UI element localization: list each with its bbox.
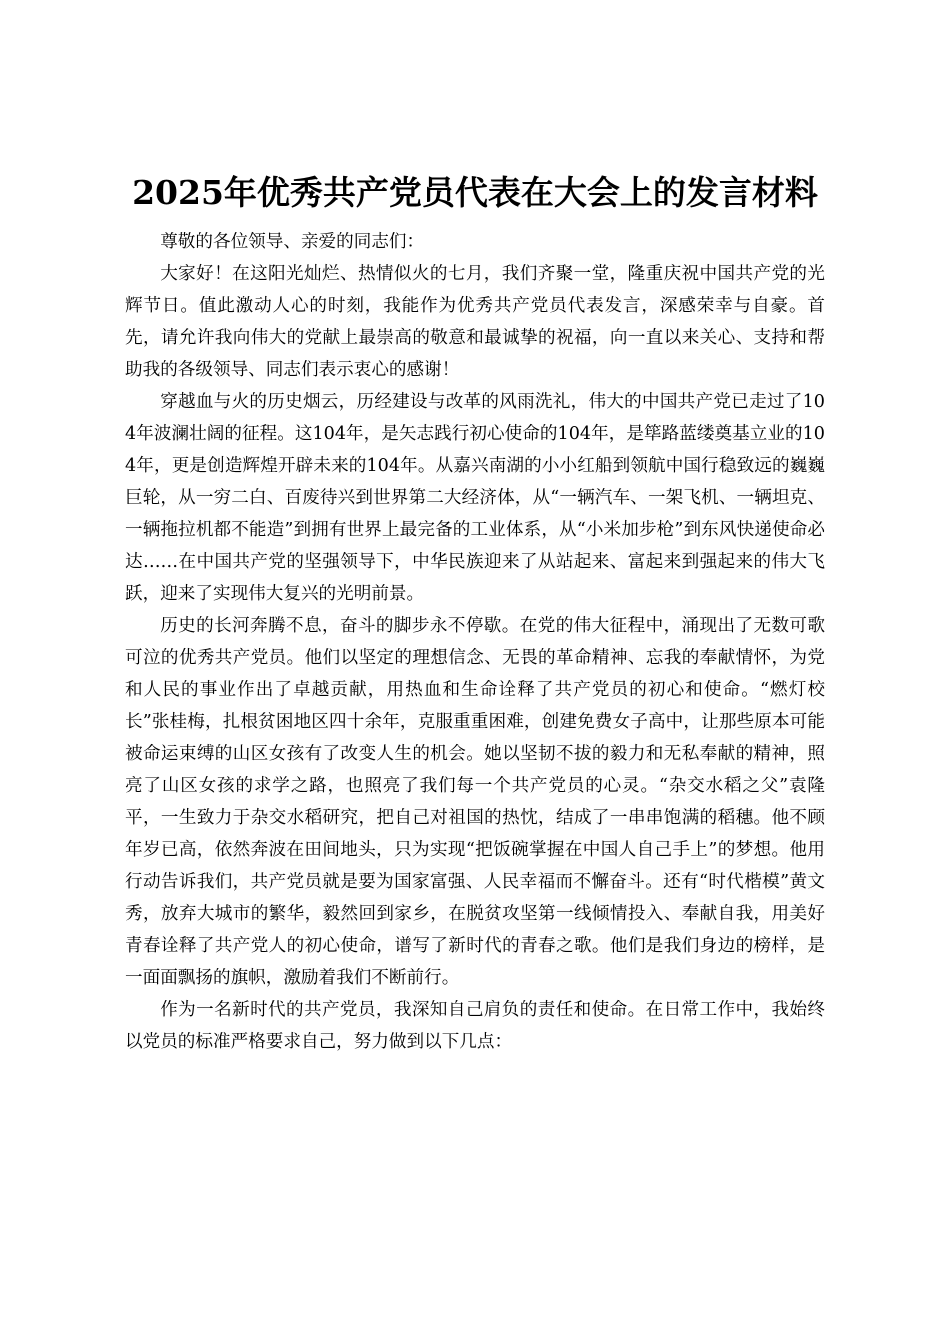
salutation-paragraph: 尊敬的各位领导、亲爱的同志们： bbox=[160, 232, 425, 252]
role-models-paragraph: 历史的长河奔腾不息，奋斗的脚步永不停歇。在党的伟大征程中，涌现出了无数可歌可泣的优秀共产党员。他们以坚定的理想信念、无畏的革命精神、忘我的奉献情怀，为党和人民的事业作出了卓越贡献，用热血和生命诠释了共产党员的初心和使命。“燃灯校长”张桂梅，扎根贫困地区四十余年，克服重重困难，创建免费女子高中，让那些原本可能被命运束缚的山区女孩有了改变人生的机会。她以坚韧不拔的毅力和无私奉献的精神，照亮了山区女孩的求学之路，也照亮了我们每一个共产党员的心灵。“杂交水稻之父”袁隆平，一生致力于杂交水稻研究，把自己对祖国的热忱，结成了一串串饱满的稻穗。他不顾年岁已高，依然奔波在田间地头，只为实现“把饭碗掌握在中国人自己手上”的梦想。他用行动告诉我们，共产党员就是要为国家富强、人民幸福而不懈奋斗。还有“时代楷模”黄文秀，放弃大城市的繁华，毅然回到家乡，在脱贫攻坚第一线倾情投入、奉献自我，用美好青春诠释了共产党人的初心使命，谱写了新时代的青春之歌。他们是我们身边的榜样，是一面面飘扬的旗帜，激励着我们不断前行。 bbox=[125, 616, 825, 988]
personal-commitment-paragraph: 作为一名新时代的共产党员，我深知自己肩负的责任和使命。在日常工作中，我始终以党员的标准严格要求自己，努力做到以下几点： bbox=[125, 1000, 825, 1052]
history-paragraph: 穿越血与火的历史烟云，历经建设与改革的风雨洗礼，伟大的中国共产党已走过了104年波澜壮阔的征程。这104年，是矢志践行初心使命的104年，是筚路蓝缕奠基立业的104年，更是创造辉煌开辟未来的104年。从嘉兴南湖的小小红船到领航中国行稳致远的巍巍巨轮，从一穷二白、百废待兴到世界第二大经济体，从“一辆汽车、一架飞机、一辆坦克、一辆拖拉机都不能造”到拥有世界上最完备的工业体系，从“小米加步枪”到东风快递使命必达……在中国共产党的坚强领导下，中华民族迎来了从站起来、富起来到强起来的伟大飞跃，迎来了实现伟大复兴的光明前景。 bbox=[125, 392, 825, 604]
document-body bbox=[125, 170, 825, 1058]
greeting-paragraph: 大家好！在这阳光灿烂、热情似火的七月，我们齐聚一堂，隆重庆祝中国共产党的光辉节日。值此激动人心的时刻，我能作为优秀共产党员代表发言，深感荣幸与自豪。首先，请允许我向伟大的党献上最崇高的敬意和最诚挚的祝福，向一直以来关心、支持和帮助我的各级领导、同志们表示衷心的感谢！ bbox=[125, 264, 825, 380]
document-title: 2025年优秀共产党员代表在大会上的发言材料 bbox=[132, 173, 818, 212]
